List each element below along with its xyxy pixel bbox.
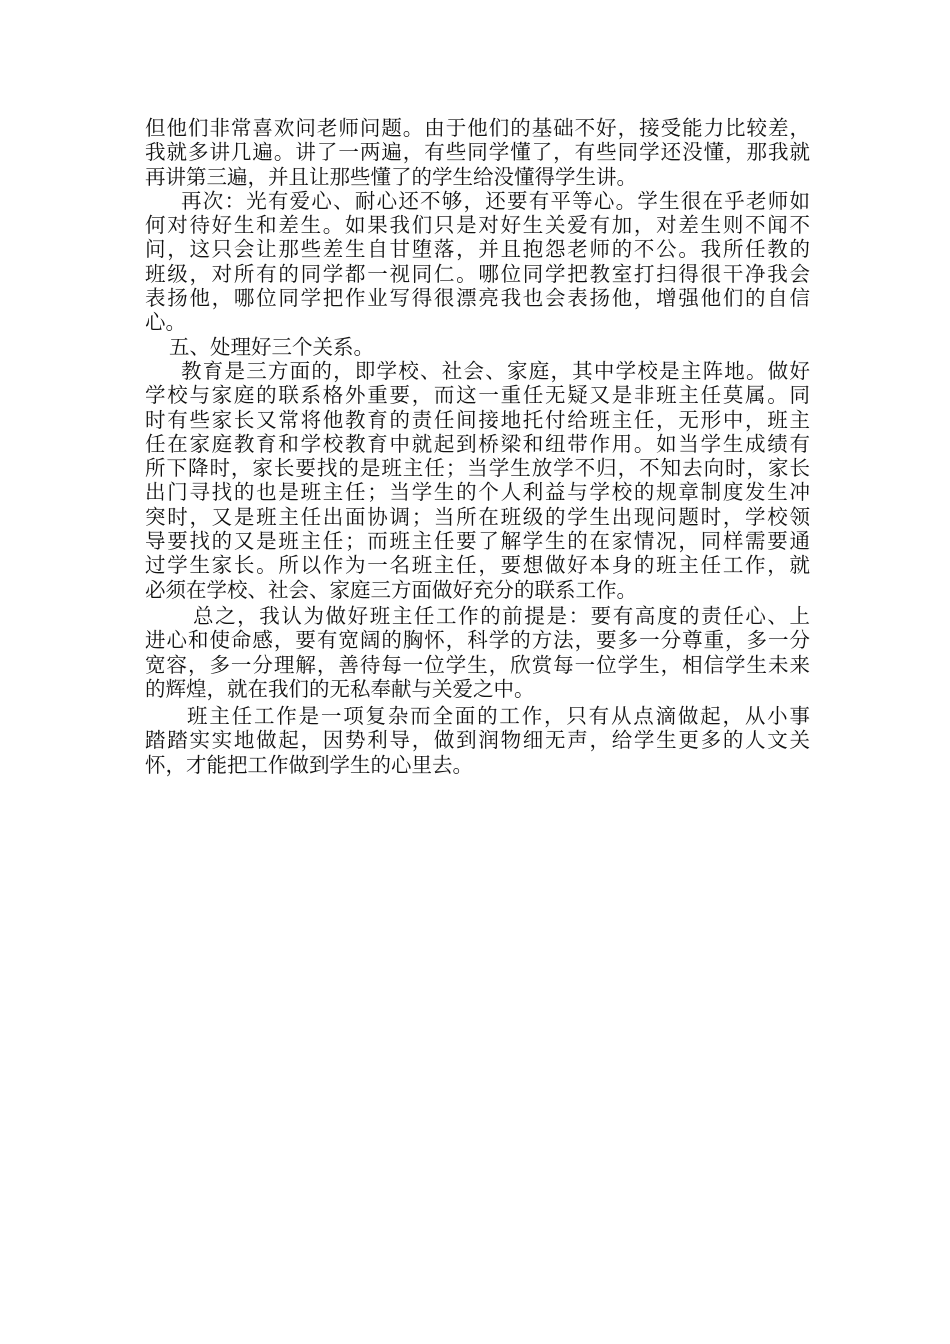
paragraph-line: 的辉煌，就在我们的无私奉献与关爱之中。 <box>145 676 535 701</box>
paragraph-line: 宽容，多一分理解，善待每一位学生，欣赏每一位学生，相信学生未来 <box>145 652 810 677</box>
paragraph-line: 学校与家庭的联系格外重要，而这一重任无疑又是非班主任莫属。同 <box>145 383 810 408</box>
paragraph-line: 导要找的又是班主任；而班主任要了解学生的在家情况，同样需要通 <box>145 529 810 554</box>
paragraph-line: 所下降时，家长要找的是班主任；当学生放学不归，不知去向时，家长 <box>145 456 810 481</box>
paragraph-first-line: 班主任工作是一项复杂而全面的工作，只有从点滴做起，从小事 <box>187 704 810 729</box>
paragraph-line: 出门寻找的也是班主任；当学生的个人利益与学校的规章制度发生冲 <box>145 480 810 505</box>
paragraph-line: 再讲第三遍，并且让那些懂了的学生给没懂得学生讲。 <box>145 164 637 189</box>
paragraph-line: 班级，对所有的同学都一视同仁。哪位同学把教室打扫得很干净我会 <box>145 261 810 286</box>
paragraph-line: 心。 <box>145 310 186 335</box>
paragraph-line: 进心和使命感，要有宽阔的胸怀，科学的方法，要多一分尊重，多一分 <box>145 628 810 653</box>
paragraph-line: 问，这只会让那些差生自甘堕落，并且抱怨老师的不公。我所任教的 <box>145 237 810 262</box>
paragraph-line: 时有些家长又常将他教育的责任间接地托付给班主任，无形中，班主 <box>145 407 810 432</box>
paragraph-line: 表扬他，哪位同学把作业写得很漂亮我也会表扬他，增强他们的自信 <box>145 286 810 311</box>
paragraph-line: 怀，才能把工作做到学生的心里去。 <box>145 752 473 777</box>
paragraph-line: 过学生家长。所以作为一名班主任，要想做好本身的班主任工作，就 <box>145 553 810 578</box>
paragraph-line: 任在家庭教育和学校教育中就起到桥梁和纽带作用。如当学生成绩有 <box>145 431 810 456</box>
paragraph-line: 我就多讲几遍。讲了一两遍，有些同学懂了，有些同学还没懂，那我就 <box>145 140 810 165</box>
paragraph-line: 必须在学校、社会、家庭三方面做好充分的联系工作。 <box>145 577 637 602</box>
paragraph-line: 突时，又是班主任出面协调；当所在班级的学生出现问题时，学校领 <box>145 504 810 529</box>
paragraph-line: 踏踏实实地做起，因势利导，做到润物细无声，给学生更多的人文关 <box>145 728 810 753</box>
document-body <box>145 116 810 777</box>
paragraph-first-line: 再次：光有爱心、耐心还不够，还要有平等心。学生很在乎老师如 <box>181 188 810 213</box>
paragraph-line: 何对待好生和差生。如果我们只是对好生关爱有加，对差生则不闻不 <box>145 213 810 238</box>
section-heading: 五、处理好三个关系。 <box>169 334 374 359</box>
paragraph-first-line: 教育是三方面的，即学校、社会、家庭，其中学校是主阵地。做好 <box>181 358 810 383</box>
paragraph-first-line: 总之，我认为做好班主任工作的前提是：要有高度的责任心、上 <box>193 603 810 628</box>
paragraph-line: 但他们非常喜欢问老师问题。由于他们的基础不好，接受能力比较差， <box>145 116 810 140</box>
